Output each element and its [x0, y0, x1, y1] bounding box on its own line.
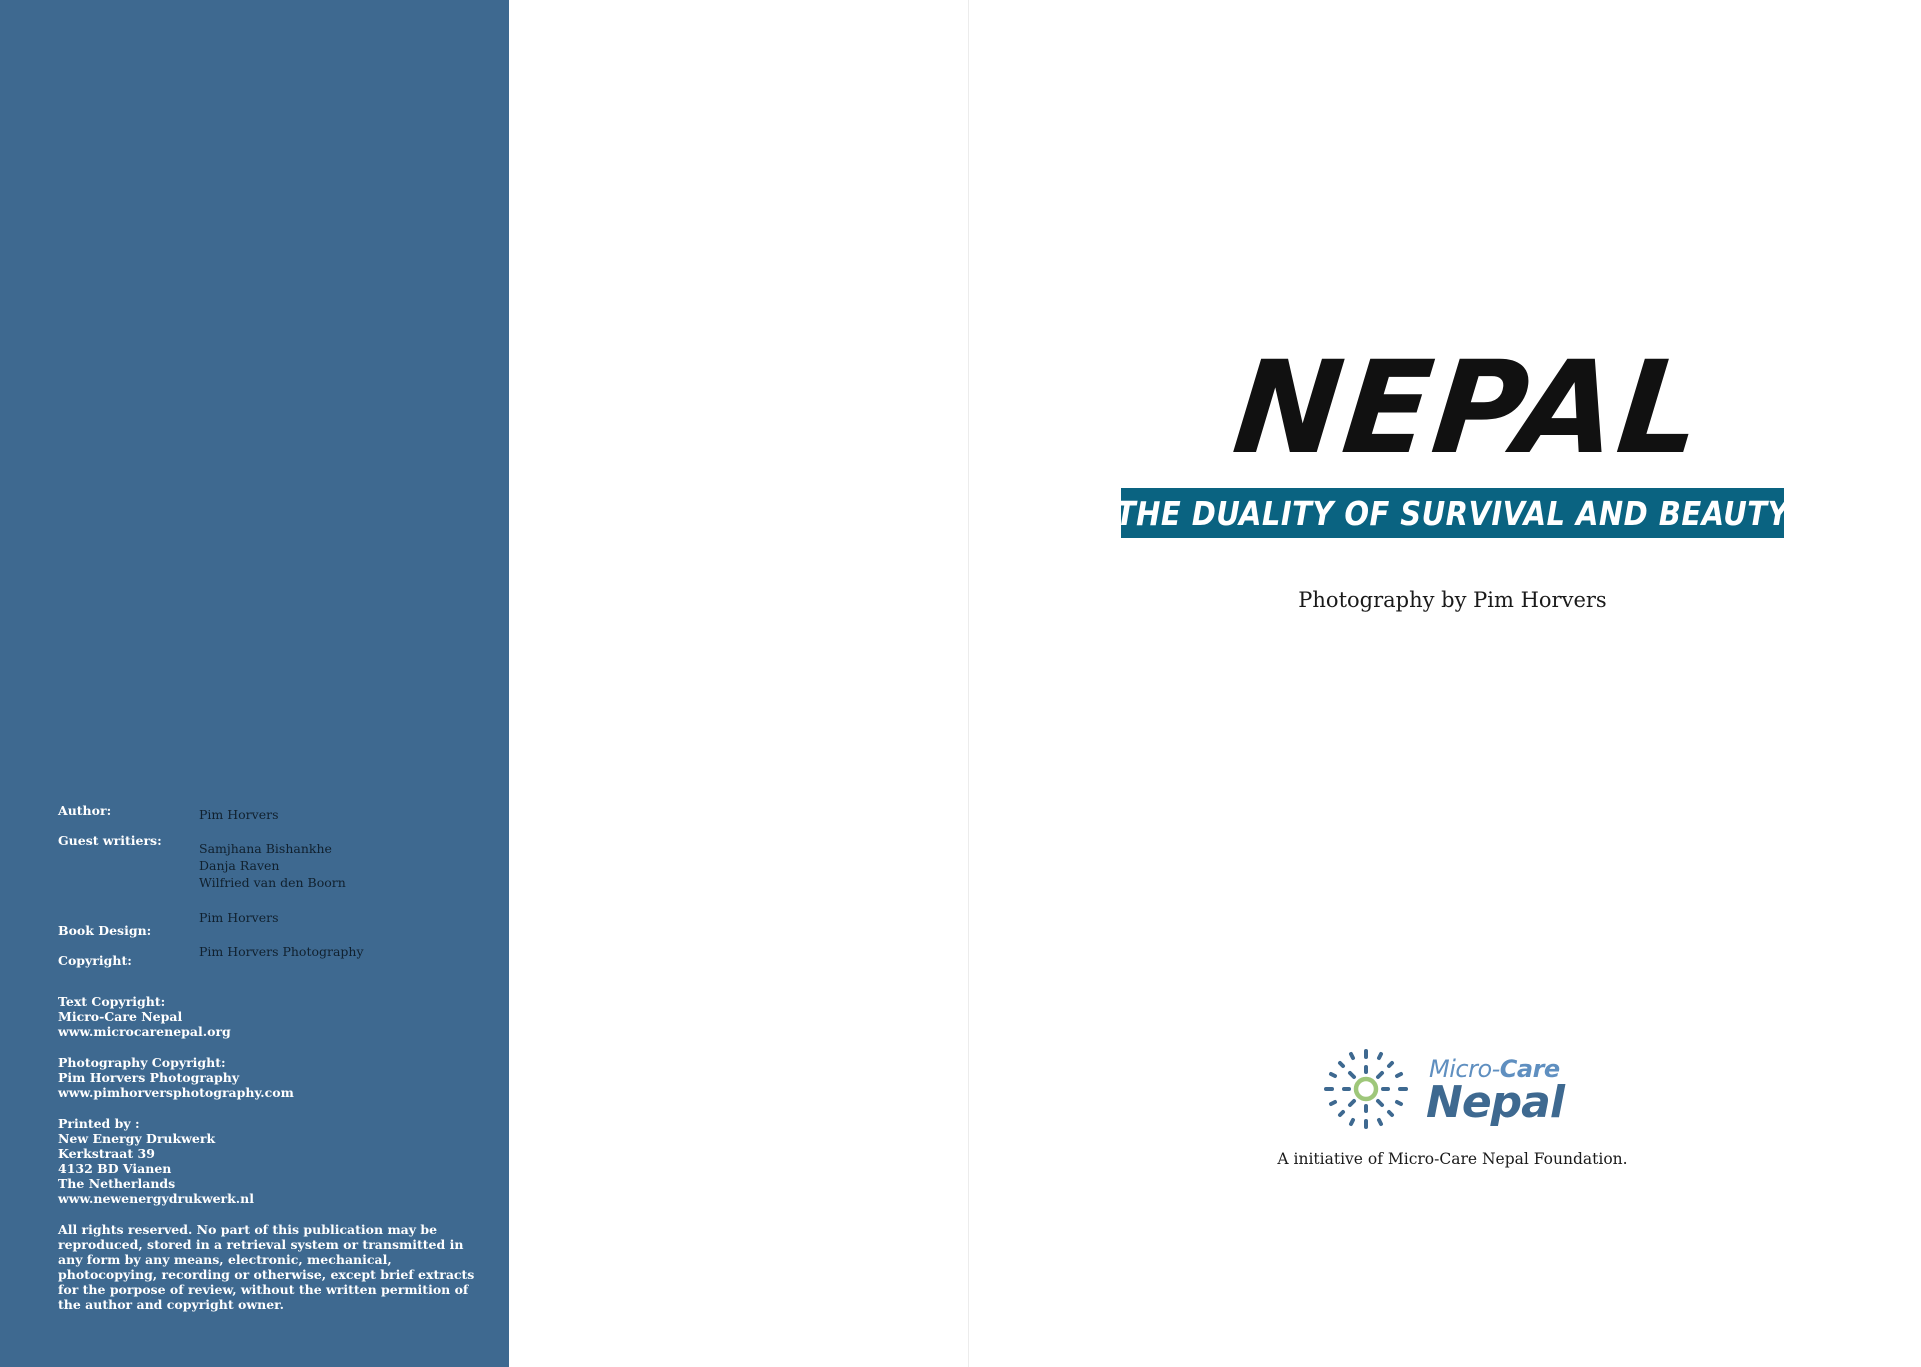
author-label: Author: [58, 803, 112, 818]
book-subtitle: THE DUALITY OF SURVIVAL AND BEAUTY [1115, 493, 1790, 533]
photo-copyright-url: www.pimhorversphotography.com [58, 1085, 294, 1100]
guest-writers-label: Guest writiers: [58, 833, 162, 848]
logo-micro-text: Micro- [1429, 1055, 1500, 1083]
micro-care-nepal-logo [1314, 1037, 1574, 1137]
photo-copyright-heading: Photography Copyright: [58, 1055, 226, 1070]
photo-copyright-block [58, 1055, 294, 1100]
photography-credit: Photography by Pim Horvers [1298, 588, 1607, 612]
guest-writer: Wilfried van den Boorn [199, 875, 346, 890]
text-copyright-block [58, 994, 231, 1039]
initiative-caption: A initiative of Micro-Care Nepal Foundation. [1277, 1150, 1628, 1168]
guest-writer: Samjhana Bishankhe [199, 841, 332, 856]
photo-copyright-owner: Pim Horvers Photography [58, 1070, 240, 1085]
printer-street: Kerkstraat 39 [58, 1146, 155, 1161]
printer-name: New Energy Drukwerk [58, 1131, 216, 1146]
text-copyright-url: www.microcarenepal.org [58, 1024, 231, 1039]
copyright-value: Pim Horvers Photography [199, 944, 364, 959]
text-copyright-heading: Text Copyright: [58, 994, 166, 1009]
rights-notice: All rights reserved. No part of this publication may be reproduced, stored in a retrieval system or transmitted in any form by any means, electronic, mechanical, photocopying, recording or otherwise, except brief extracts for the porpose of review, without the written permition of the author and copyright owner. [58, 1222, 475, 1312]
colophon-panel [0, 0, 509, 1367]
subtitle-band [1115, 488, 1790, 538]
text-copyright-owner: Micro-Care Nepal [58, 1009, 183, 1024]
guest-writers-list [199, 840, 346, 891]
printer-country: The Netherlands [58, 1176, 176, 1191]
sunburst-icon [1314, 1037, 1418, 1137]
page-fold-divider [968, 0, 969, 1367]
guest-writer: Danja Raven [199, 858, 280, 873]
logo-care-text: Care [1499, 1055, 1560, 1083]
book-design-label: Book Design: [58, 923, 152, 938]
copyright-label: Copyright: [58, 953, 132, 968]
book-design-value: Pim Horvers [199, 910, 279, 925]
printer-heading: Printed by : [58, 1116, 140, 1131]
author-value: Pim Horvers [199, 807, 279, 822]
logo-wordmark-nepal: Nepal [1426, 1077, 1564, 1128]
printer-city: 4132 BD Vianen [58, 1161, 172, 1176]
printer-block [58, 1116, 254, 1206]
book-title: NEPAL [1227, 334, 1711, 483]
printer-url: www.newenergydrukwerk.nl [58, 1191, 254, 1206]
